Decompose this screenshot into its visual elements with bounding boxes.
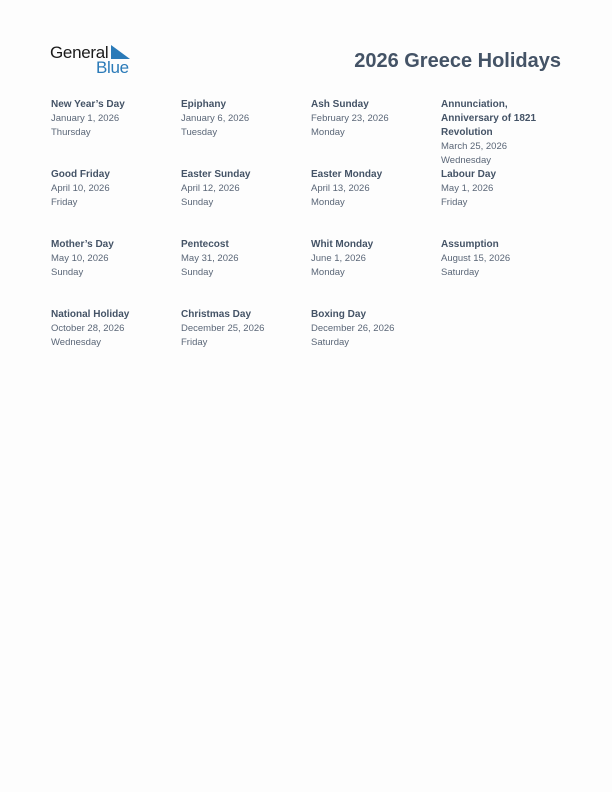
holiday-item <box>311 98 436 139</box>
holiday-weekday: Sunday <box>181 196 214 208</box>
holiday-item <box>181 168 306 209</box>
logo-blue-text: Blue <box>96 58 129 77</box>
logo-flag-icon <box>111 45 130 59</box>
holiday-name: Whit Monday <box>311 239 374 250</box>
holiday-name: Christmas Day <box>181 309 252 320</box>
holiday-date: April 13, 2026 <box>311 183 370 194</box>
holiday-date: December 26, 2026 <box>311 323 395 334</box>
holiday-name: Labour Day <box>441 169 497 180</box>
holiday-date: October 28, 2026 <box>51 323 125 334</box>
holiday-date: December 25, 2026 <box>181 323 265 334</box>
holiday-item <box>311 168 436 209</box>
holiday-name: Pentecost <box>181 239 229 250</box>
holiday-name: Epiphany <box>181 99 227 110</box>
holiday-date: June 1, 2026 <box>311 253 366 264</box>
holiday-name: Assumption <box>441 239 499 250</box>
holiday-item <box>311 238 436 279</box>
holiday-name: Annunciation, Anniversary of 1821 Revolution <box>441 99 537 138</box>
holiday-item <box>181 308 306 349</box>
holiday-name: Boxing Day <box>311 309 367 320</box>
holiday-name: Mother’s Day <box>51 239 114 250</box>
holiday-item <box>181 98 306 139</box>
holiday-date: February 23, 2026 <box>311 113 389 124</box>
holiday-item <box>441 98 553 167</box>
holiday-date: May 31, 2026 <box>181 253 239 264</box>
holiday-item <box>311 308 436 349</box>
holiday-item <box>51 238 176 279</box>
logo-general-text: General <box>50 43 109 62</box>
holiday-date: April 12, 2026 <box>181 183 240 194</box>
holiday-weekday: Monday <box>311 266 345 278</box>
holiday-item <box>441 238 566 279</box>
holiday-weekday: Monday <box>311 196 345 208</box>
holiday-date: April 10, 2026 <box>51 183 110 194</box>
holiday-name: Good Friday <box>51 169 110 180</box>
holiday-weekday: Sunday <box>181 266 214 278</box>
holiday-name: Easter Monday <box>311 169 383 180</box>
holiday-name: New Year’s Day <box>51 99 125 110</box>
holiday-item <box>441 168 566 209</box>
holiday-weekday: Saturday <box>441 266 480 278</box>
generalblue-logo <box>50 43 134 77</box>
holiday-weekday: Wednesday <box>51 336 101 348</box>
holiday-name: Ash Sunday <box>311 99 369 110</box>
holiday-date: May 1, 2026 <box>441 183 494 194</box>
holiday-item <box>51 98 176 139</box>
holiday-weekday: Tuesday <box>181 126 218 138</box>
holiday-weekday: Wednesday <box>441 154 491 166</box>
page-title: 2026 Greece Holidays <box>354 50 561 72</box>
holiday-date: March 25, 2026 <box>441 141 508 152</box>
holiday-item <box>51 308 176 349</box>
holiday-date: January 1, 2026 <box>51 113 120 124</box>
holiday-weekday: Sunday <box>51 266 84 278</box>
holiday-weekday: Friday <box>181 336 208 348</box>
holiday-weekday: Friday <box>441 196 468 208</box>
holiday-weekday: Friday <box>51 196 78 208</box>
holiday-name: Easter Sunday <box>181 169 251 180</box>
holiday-date: January 6, 2026 <box>181 113 250 124</box>
holiday-item <box>181 238 306 279</box>
holiday-weekday: Monday <box>311 126 345 138</box>
holiday-name: National Holiday <box>51 309 130 320</box>
holiday-date: August 15, 2026 <box>441 253 511 264</box>
holiday-item <box>51 168 176 209</box>
holiday-weekday: Thursday <box>51 126 91 138</box>
holiday-weekday: Saturday <box>311 336 350 348</box>
holiday-date: May 10, 2026 <box>51 253 109 264</box>
